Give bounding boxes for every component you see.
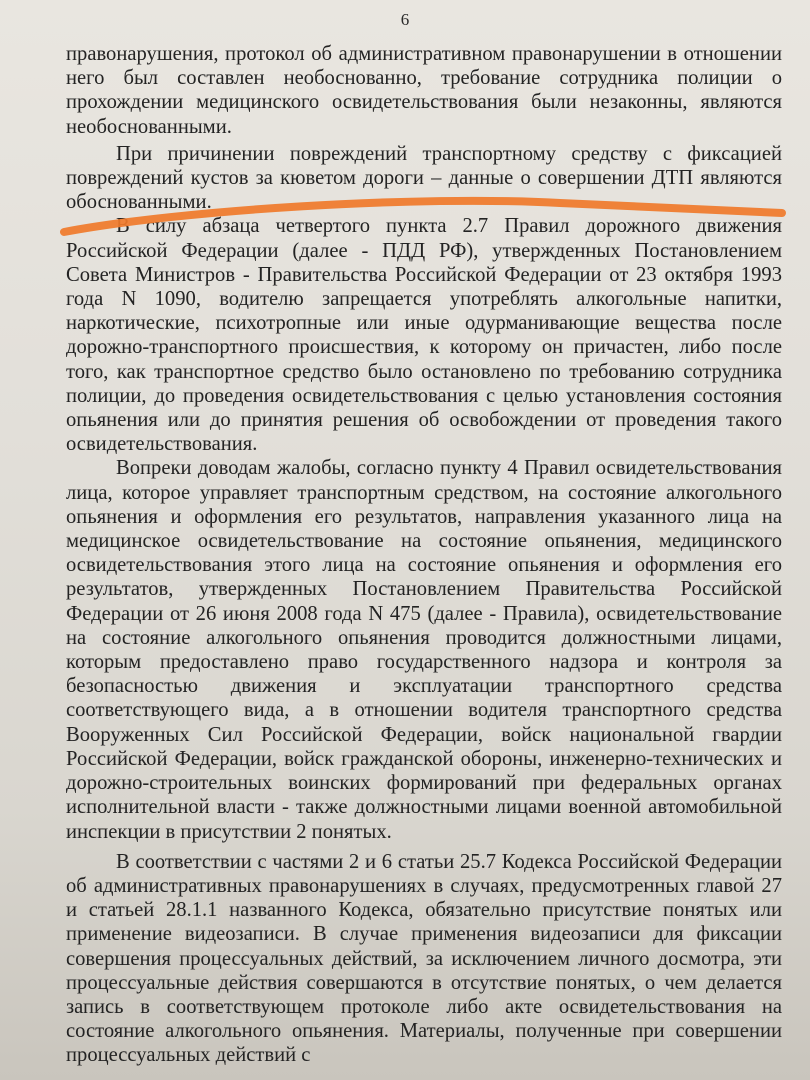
paragraph-5: В соответствии с частями 2 и 6 статьи 25.7 Кодекса Российской Федерации об административных правонарушениях в случаях, предусмотренных главой 27 и статьей 28.1.1 названного Кодекса, обязательно присутствие понятых или применение видеозаписи. В случае применения видеозаписи для фиксации совершения процессуальных действий, за исключением личного досмотра, эти процессуальные действия совершаются в отсутствие понятых, о чем делается запись в соответствующем протоколе либо акте освидетельствования на состояние алкогольного опьянения. Материалы, полученные при совершении процессуальных действий с bbox=[66, 850, 782, 1067]
paragraph-1: правонарушения, протокол об административном правонарушении в отношении него был составлен необоснованно, требование сотрудника полиции о прохождении медицинского освидетельствования были незаконны, являются необоснованными. bbox=[66, 43, 782, 138]
document-body bbox=[66, 42, 782, 1068]
page-number: 6 bbox=[400, 10, 410, 29]
paragraph-4: Вопреки доводам жалобы, согласно пункту 4 Правил освидетельствования лица, которое управляет транспортным средством, на состояние алкогольного опьянения и оформления его результатов, направления указанного лица на медицинское освидетельствование на состояние опьянения, медицинского освидетельствования этого лица на состояние опьянения и оформления его результатов, утвержденных Постановлением Правительства Российской Федерации от 26 июня 2008 года N 475 (далее - Правила), освидетельствование на состояние алкогольного опьянения проводится должностными лицами, которым предоставлено право государственного надзора и контроля за безопасностью движения и эксплуатации транспортного средства соответствующего вида, а в отношении водителя транспортного средства Вооруженных Сил Российской Федерации, войск национальной гвардии Российской Федерации, войск гражданской обороны, инженерно-технических и дорожно-строительных воинских формирований при федеральных органах исполнительной власти - также должностными лицами военной автомобильной инспекции в присутствии 2 понятых. bbox=[66, 457, 782, 843]
paragraph-3: В силу абзаца четвертого пункта 2.7 Правил дорожного движения Российской Федерации (далее - ПДД РФ), утвержденных Постановлением Совета Министров - Правительства Российской Федерации от 23 октября 1993 года N 1090, водителю запрещается употреблять алкогольные напитки, наркотические, психотропные или иные одурманивающие вещества после дорожно-транспортного происшествия, к которому он причастен, либо после того, как транспортное средство было остановлено по требованию сотрудника полиции, до проведения освидетельствования с целью установления состояния опьянения или до принятия решения об освобождении от проведения такого освидетельствования. bbox=[66, 215, 782, 456]
paragraph-2: При причинении повреждений транспортному средству с фиксацией повреждений кустов за кюветом дороги – данные о совершении ДТП являются обоснованными. bbox=[66, 142, 782, 214]
